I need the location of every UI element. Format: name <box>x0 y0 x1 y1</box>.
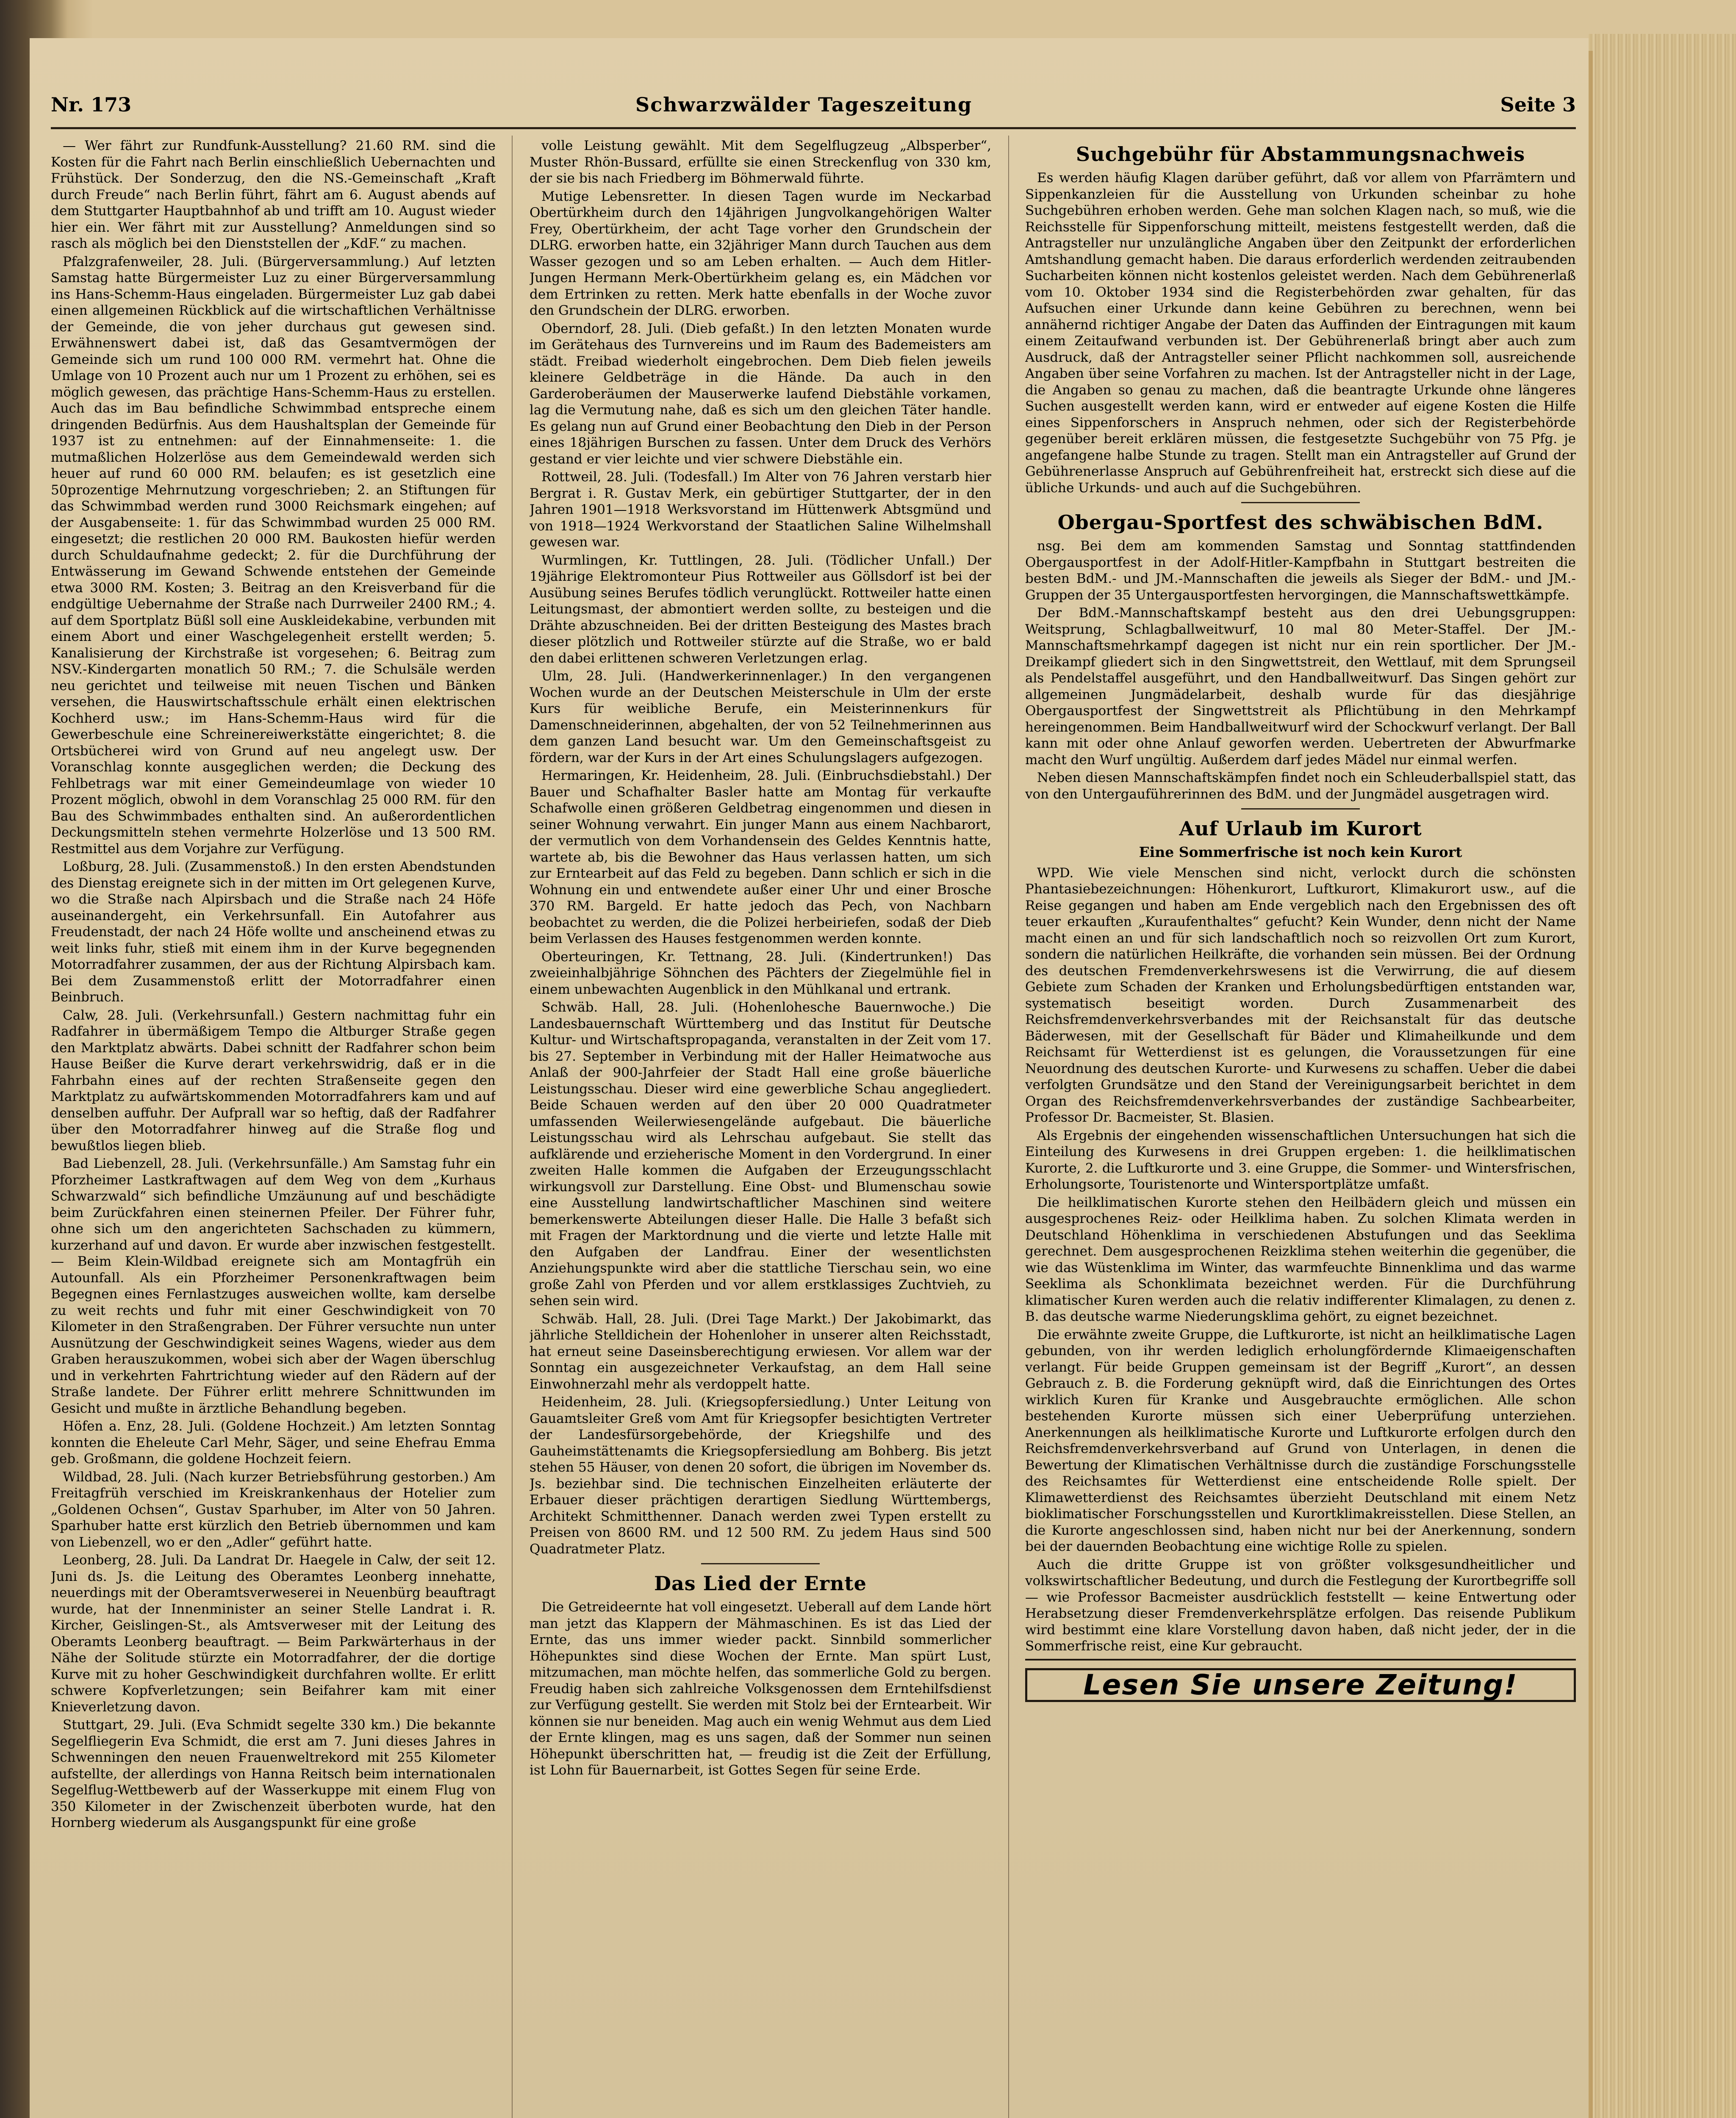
article-kurort-1: WPD. Wie viele Menschen sind nicht, verlockt durch die schönsten Phantasiebezeichnungen: Höhenkurort, Luftkurort, Klimakurort usw., auf die Reise gegangen und haben am Ende vergeblich nach den Ergebnissen des oft teuer erkauften „Kuraufenthaltes“ gefucht? Kein Wunder, denn nicht der Name macht einen an und für sich landschaftlich noch so reizvollen Ort zum Kurort, sondern die natürlichen Heilkräfte, die vorhanden sein müssen. Bei der Ordnung des deutschen Fremdenverkehrswesens ist die Verwirrung, die auf diesem Gebiete zum Schaden der Kranken und Erholungsbedürftigen entstanden war, systematisch beseitigt worden. Durch Zusammenarbeit des Reichsfremdenverkehrsverbandes mit der Reichsanstalt für das deutsche Bäderwesen, mit der Gesellschaft für Bäder und Klimaheilkunde und dem Reichsamt für Wetterdienst ist es gelungen, die Voraussetzungen für eine Neuordnung des deutschen Kurorte- und Kurwesens zu schaffen. Ueber die dabei verfolgten Grundsätze und den Stand der Vereinigungsarbeit berichtet in dem Organ des Reichsfremdenverkehrsverbandes der zuständige Sachbearbeiter, Professor Dr. Bacmeister, St. Blasien. <box>1025 865 1576 1125</box>
section-divider <box>1241 808 1360 809</box>
article-lossburg: Loßburg, 28. Juli. (Zusammenstoß.) In den ersten Abendstunden des Dienstag ereignete sich in der mitten im Ort gelegenen Kurve, wo die Straße nach Alpirsbach und die Straße nach 24 Höfe auseinandergeht, ein Verkehrsunfall. Ein Autofahrer aus Freudenstadt, der nach 24 Höfe wollte und anscheinend etwas zu weit links fuhr, stieß mit einem ihm in der Kurve begegnenden Motorradfahrer zusammen, der aus der Richtung Alpirsbach kam. Bei dem Zusammenstoß erlitt der Motorradfahrer einen Beinbruch. <box>51 859 496 1005</box>
article-stuttgart: Stuttgart, 29. Juli. (Eva Schmidt segelte 330 km.) Die bekannte Segelfliegerin Eva Schmidt, die erst am 7. Juni dieses Jahres in Schwenningen den neuen Frauenweltrekord mit 255 Kilometer aufstellte, der allerdings von Hanna Reitsch beim internationalen Segelflug-Wettbewerb auf der Wasserkuppe mit einem Flug von 350 Kilometer in der Zwischenzeit überboten wurde, hat den Hornberg wiederum als Ausgangspunkt für eine große <box>51 1717 496 1830</box>
advertisement-read-our-paper: Lesen Sie unsere Zeitung! <box>1025 1668 1576 1702</box>
column-2 <box>530 138 991 2118</box>
article-hoefen: Höfen a. Enz, 28. Juli. (Goldene Hochzeit.) Am letzten Sonntag konnten die Eheleute Carl Mehr, Säger, und seine Ehefrau Emma geb. Großmann, die goldene Hochzeit feiern. <box>51 1419 496 1467</box>
section-divider <box>1241 502 1360 503</box>
article-oberndorf: Oberndorf, 28. Juli. (Dieb gefaßt.) In den letzten Monaten wurde im Gerätehaus des Turnvereins und im Raum des Bademeisters am städt. Freibad wiederholt eingebrochen. Dem Dieb fielen jeweils kleinere Geldbeträge in die Hände. Da auch in den Garderoberäumen der Mauserwerke laufend Diebstähle vorkamen, lag die Vermutung nahe, daß es sich um den gleichen Täter handle. Es gelang nun auf Grund einer Beobachtung den Dieb in der Person eines 18jährigen Burschen zu fassen. Unter dem Druck des Verhörs gestand er vier leichte und vier schwere Diebstähle ein. <box>530 321 991 467</box>
article-ulm: Ulm, 28. Juli. (Handwerkerinnenlager.) In den vergangenen Wochen wurde an der Deutschen Meisterschule in Ulm der erste Kurs für weibliche Berufe, ein Meisterinnenkurs für Damenschneiderinnen, abgehalten, der von 52 Teilnehmerinnen aus dem ganzen Land besucht war. Um den Gemeinschaftsgeist zu fördern, war der Kurs in der Art eines Schulungslagers aufgezogen. <box>530 668 991 765</box>
article-schwaeb-hall-bauernwoche: Schwäb. Hall, 28. Juli. (Hohenlohesche Bauernwoche.) Die Landesbauernschaft Württemberg und das Institut für Deutsche Kultur- und Wirtschaftspropaganda, veranstalten in der Zeit vom 17. bis 27. September in Verbindung mit der Haller Heimatwoche aus Anlaß der 900-Jahrfeier der Stadt Hall eine große bäuerliche Leistungsschau. Dieser wird eine gewerbliche Schau angegliedert. Beide Schauen werden auf den über 20 000 Quadratmeter umfassenden Weilerwiesengelände aufgebaut. Die bäuerliche Leistungsschau wird als Lehrschau aufgebaut. Sie stellt das aufklärende und erzieherische Moment in den Vordergrund. In einer zweiten Halle kommen die Aufgaben der Erzeugungsschlacht wirkungsvoll zur Darstellung. Eine Obst- und Blumenschau sowie eine Ausstellung landwirtschaftlicher Maschinen sind weitere bemerkenswerte Abteilungen dieser Halle. Die Halle 3 befaßt sich mit Fragen der Marktordnung und die vierte und letzte Halle mit den Aufgaben der Landfrau. Einer der wesentlichsten Anziehungspunkte wird aber die stattliche Tierschau sein, wo eine große Zahl von Pferden und vor allem erstklassiges Zuchtvieh, zu sehen sein wird. <box>530 1000 991 1309</box>
article-rottweil: Rottweil, 28. Juli. (Todesfall.) Im Alter von 76 Jahren verstarb hier Bergrat i. R. Gustav Merk, ein gebürtiger Stuttgarter, der in den Jahren 1901—1918 Werksvorstand im Hüttenwerk Abtsgmünd und von 1918—1924 Werkvorstand der Staatlichen Saline Wilhelmshall gewesen war. <box>530 469 991 550</box>
article-lebensretter: Mutige Lebensretter. In diesen Tagen wurde im Neckarbad Obertürkheim durch den 14jährigen Jungvolkangehörigen Walter Frey, Obertürkheim, der acht Tage vorher den Grundschein der DLRG. erworben hatte, ein 32jähriger Mann durch Tauchen aus dem Wasser gezogen und so am Leben erhalten. — Auch dem Hitler-Jungen Hermann Merk-Obertürkheim gelang es, ein Mädchen vor dem Ertrinken zu retten. Merk hatte ebenfalls in der Woche zuvor den Grundschein der DLRG. erworben. <box>530 189 991 318</box>
article-sportfest-2: Der BdM.-Mannschaftskampf besteht aus den drei Uebungsgruppen: Weitsprung, Schlagballweitwurf, 10 mal 80 Meter-Staffel. Der JM.-Mannschaftsmehrkampf dagegen ist nicht nur ein rein sportlicher. Der JM.-Dreikampf gliedert sich in den Singwettstreit, den Wettlauf, mit dem Sprungseil als Pendelstaffel ausgeführt, und den Handballweitwurf. Das Singen gehört zur allgemeinen Jungmädelarbeit, deshalb wurde für das diesjährige Obergausportfest der Singwettstreit als Pflichtübung in den Mehrkampf hereingenommen. Beim Handballweitwurf wird der Schockwurf verlangt. Der Ball kann mit oder ohne Anlauf geworfen werden. Uebertreten der Abwurfmarke macht den Wurf ungültig. Außerdem darf jedes Mädel nur einmal werfen. <box>1025 605 1576 768</box>
article-wurmlingen: Wurmlingen, Kr. Tuttlingen, 28. Juli. (Tödlicher Unfall.) Der 19jährige Elektromonteur Pius Rottweiler aus Göllsdorf ist bei der Ausübung seines Berufes tödlich verunglückt. Rottweiler hatte einen Leitungsmast, der abmontiert werden sollte, zu besteigen und die Drähte abzuschneiden. Bei der dritten Besteigung des Mastes brach dieser plötzlich und Rottweiler stürzte auf die Straße, wo er bald den dabei erlittenen schweren Verletzungen erlag. <box>530 552 991 666</box>
ad-top-rule <box>1025 1659 1576 1661</box>
masthead-rule <box>51 127 1576 129</box>
article-heidenheim: Heidenheim, 28. Juli. (Kriegsopfersiedlung.) Unter Leitung von Gauamtsleiter Greß vom Amt für Kriegsopfer besichtigten Vertreter der Landesfürsorgebehörde, der Kriegshilfe und des Gauheimstättenamts die Kriegsopfersiedlung am Bohberg. Bis jetzt stehen 55 Häuser, von denen 20 sofort, die übrigen im November ds. Js. beziehbar sind. Die technischen Einzelheiten erläuterte der Erbauer dieser prächtigen derartigen Siedlung Württembergs, Architekt Schmitthenner. Danach werden zwei Typen erstellt zu Preisen von 8600 RM. und 12 500 RM. Zu jedem Haus sind 500 Quadratmeter Platz. <box>530 1394 991 1557</box>
article-rundfunk: — Wer fährt zur Rundfunk-Ausstellung? 21.60 RM. sind die Kosten für die Fahrt nach Berlin einschließlich Uebernachten und Frühstück. Der Sonderzug, den die NS.-Gemeinschaft „Kraft durch Freude“ nach Berlin führt, fährt am 6. August abends auf dem Stuttgarter Hauptbahnhof ab und trifft am 10. August wieder hier ein. Wer fährt mit zur Ausstellung? Anmeldungen sind so rasch als möglich bei den Dienststellen der „KdF.“ zu machen. <box>51 138 496 251</box>
article-hermaringen: Hermaringen, Kr. Heidenheim, 28. Juli. (Einbruchsdiebstahl.) Der Bauer und Schafhalter Basler hatte am Montag für verkaufte Schafwolle einen größeren Geldbetrag eingenommen und diesen in seiner Wohnung verwahrt. Ein junger Mann aus einem Nachbarort, der vermutlich von dem Vorhandensein des Geldes Kenntnis hatte, wartete ab, bis die Bewohner das Haus verlassen hatten, um sich zur Erntearbeit auf das Feld zu begeben. Dann schlich er sich in die Wohnung ein und entwendete außer einer Uhr und einer Brosche 370 RM. Bargeld. Er hatte jedoch das Pech, von Nachbarn beobachtet zu werden, die die Polizei herbeiriefen, sodaß der Dieb beim Verlassen des Hauses festgenommen werden konnte. <box>530 768 991 946</box>
column-rule-1 <box>512 136 513 2118</box>
article-wildbad: Wildbad, 28. Juli. (Nach kurzer Betriebsführung gestorben.) Am Freitagfrüh verschied im Kreiskrankenhaus der Hotelier zum „Goldenen Ochsen“, Gustav Sparhuber, im Alter von 50 Jahren. Sparhuber hatte erst kürzlich den Betrieb übernommen und kam von Liebenzell, wo er den „Adler“ geführt hatte. <box>51 1469 496 1550</box>
heading-urlaub-kurort: Auf Urlaub im Kurort <box>1179 817 1422 840</box>
heading-lied-der-ernte: Das Lied der Ernte <box>654 1572 867 1595</box>
article-lied-der-ernte: Die Getreideernte hat voll eingesetzt. Ueberall auf dem Lande hört man jetzt das Klappern der Mähmaschinen. Es ist das Lied der Ernte, das uns immer wieder packt. Sinnbild sommerlicher Höhepunktes sind diese Wochen der Ernte. Man spürt Lust, mitzumachen, man möchte helfen, das sommerliche Gold zu bergen. Freudig haben sich zahlreiche Volksgenossen dem Erntehilfsdienst zur Verfügung gestellt. Sie werden mit Stolz bei der Erntearbeit. Wir können sie nur beneiden. Mag auch ein wenig Wehmut aus dem Lied der Ernte klingen, mag es uns sagen, daß der Sommer nun seinen Höhepunkt überschritten hat, — freudig ist die Zeit der Erfüllung, ist Lohn für Bauernarbeit, ist Gottes Segen für seine Erde. <box>530 1600 991 1778</box>
article-bad-liebenzell: Bad Liebenzell, 28. Juli. (Verkehrsunfälle.) Am Samstag fuhr ein Pforzheimer Lastkraftwagen auf dem Weg von dem „Kurhaus Schwarzwald“ sich befindliche Umzäunung auf und beschädigte beim Zurückfahren einen steinernen Pfeiler. Der Führer fuhr, ohne sich um den angerichteten Sachschaden zu kümmern, kurzerhand auf und davon. Er wurde aber inzwischen festgestellt. — Beim Klein-Wildbad ereignete sich am Montagfrüh ein Autounfall. Als ein Pforzheimer Personenkraftwagen beim Begegnen eines Fernlastzuges ausweichen wollte, kam derselbe zu weit rechts und fuhr mit einer Geschwindigkeit von 70 Kilometer in den Straßengraben. Der Führer versuchte nun unter Ausnützung der Geschwindigkeit seines Wagens, wieder aus dem Graben herauszukommen, wobei sich aber der Wagen überschlug und in verkehrten Fahrtrichtung wieder auf den Rädern auf der Straße landete. Der Führer erlitt mehrere Schnittwunden im Gesicht und mußte in ärztliche Behandlung begeben. <box>51 1156 496 1416</box>
article-kurort-4: Die erwähnte zweite Gruppe, die Luftkurorte, ist nicht an heilklimatische Lagen gebunden, von ihr werden lediglich erholungfördernde Klimaeigenschaften verlangt. Für beide Gruppen gemeinsam ist der Begriff „Kurort“, an dessen Gebrauch z. B. die Forderung geknüpft wird, daß die Einrichtungen des Ortes wirklich Kuren für Kranke und Ausgebrauchte ermöglichen. Alle schon bestehenden Kurorte müssen sich einer Ueberprüfung unterziehen. Anerkennungen als heilklimatische Kurorte und Luftkurorte erfolgen durch den Reichsfremdenverkehrsverband auf Grund von Unterlagen, in denen die Bewertung der Klimatischen Verhältnisse durch die zuständige Forschungsstelle des Reichsamtes für Wetterdienst eine entscheidende Rolle spielt. Der Klimawetterdienst des Reichsamtes überzieht Deutschland mit einem Netz bioklimatischer Forschungsstellen und Kurortklimakreisstellen. Diese Stellen, an die Kurorte angeschlossen sind, haben nicht nur bei der Anerkennung, sondern bei der dauernden Beobachtung eine wichtige Rolle zu spielen. <box>1025 1327 1576 1554</box>
heading-obergau-sportfest: Obergau-Sportfest des schwäbischen BdM. <box>1057 511 1544 534</box>
subheading-sommerfrische: Eine Sommerfrische ist noch kein Kurort <box>1139 844 1462 860</box>
section-divider <box>701 1563 820 1564</box>
article-calw: Calw, 28. Juli. (Verkehrsunfall.) Gestern nachmittag fuhr ein Radfahrer in übermäßigem Tempo die Altburger Straße gegen den Marktplatz abwärts. Dabei schnitt der Radfahrer schon beim Hause Beißer die Kurve derart verkehrswidrig, daß er in die Fahrbahn eines auf der rechten Straßenseite gegen den Marktplatz zu aufwärtskommenden Motorradfahrers kam und auf denselben auffuhr. Der Aufprall war so heftig, daß der Radfahrer über den Motorradfahrer hinweg auf die Straße flog und bewußtlos liegen blieb. <box>51 1007 496 1153</box>
article-schwaeb-hall-markt: Schwäb. Hall, 28. Juli. (Drei Tage Markt.) Der Jakobimarkt, das jährliche Stelldichein der Hohenloher in unserer alten Reichsstadt, hat erneut seine Daseinsberechtigung erwiesen. Vor allem war der Sonntag ein ausgezeichneter Verkaufstag, an dem Hall seine Einwohnerzahl mehr als verdoppelt hatte. <box>530 1311 991 1392</box>
column-1 <box>51 138 496 2118</box>
newspaper-title: Schwarzwälder Tageszeitung <box>635 93 973 116</box>
column-rule-2 <box>1008 136 1009 2118</box>
issue-number: Nr. 173 <box>51 93 132 116</box>
article-pfalzgrafenweiler: Pfalzgrafenweiler, 28. Juli. (Bürgerversammlung.) Auf letzten Samstag hatte Bürgermeister Luz zu einer Bürgerversammlung ins Hans-Schemm-Haus eingeladen. Bürgermeister Luz gab dabei einen allgemeinen Rückblick auf die wirtschaftlichen Verhältnisse der Gemeinde, die von jeher durchaus gut gewesen sind. Erwähnenswert dabei ist, daß das Gesamtvermögen der Gemeinde sich um rund 100 000 RM. vermehrt hat. Ohne die Umlage von 10 Prozent auch nur um 1 Prozent zu erhöhen, sei es möglich gewesen, das prächtige Hans-Schemm-Haus zu erstellen. Auch das im Bau befindliche Schwimmbad entspreche einem dringenden Bedürfnis. Aus dem Haushaltsplan der Gemeinde für 1937 ist zu entnehmen: auf der Einnahmenseite: 1. die mutmaßlichen Holzerlöse aus dem Gemeindewald werden sich heuer auf rund 60 000 RM. belaufen; es ist gesetzlich eine 50prozentige Mehrnutzung vorgeschrieben; 2. an Stiftungen für das Schwimmbad werden rund 3000 Reichsmark eingehen; auf der Ausgabenseite: 1. für das Schwimmbad wurden 25 000 RM. eingesetzt; die restlichen 20 000 RM. Baukosten hiefür werden durch Schuldaufnahme gedeckt; 2. für die Durchführung der Entwässerung im Gewand Schwende entstehen der Gemeinde etwa 3000 RM. Kosten; 3. Beitrag an den Kreisverband für die endgültige Uebernahme der Straße nach Durrweiler 2400 RM.; 4. auf dem Sportplatz Büßl soll eine Auskleidekabine, verbunden mit einem Abort und einer Waschgelegenheit erstellt werden; 5. Kanalisierung der Kirchstraße ist vorgesehen; 6. Beitrag zum NSV.-Kindergarten monatlich 50 RM.; 7. die Schulsäle werden neu gerichtet und teilweise mit neuen Tischen und Bänken versehen, die Hauswirtschaftsschule erhält einen elektrischen Kochherd usw.; im Hans-Schemm-Haus wird für die Gewerbeschule eine Schreinereiwerkstätte eingerichtet; 8. die Ortsbücherei wird von Grund auf neu angelegt usw. Der Voranschlag konnte ausgeglichen werden; die Deckung des Fehlbetrags war mit einer Gemeindeumlage von wieder 10 Prozent möglich, obwohl in dem Voranschlag 25 000 RM. für den Bau des Schwimmbades enthalten sind. An außerordentlichen Deckungsmitteln stehen vermehrte Holzerlöse und 13 500 RM. Restmittel aus dem Vorjahre zur Verfügung. <box>51 254 496 857</box>
article-kurort-2: Als Ergebnis der eingehenden wissenschaftlichen Untersuchungen hat sich die Einteilung des Kurwesens in drei Gruppen ergeben: 1. die heilklimatischen Kurorte, 2. die Luftkurorte und 3. eine Gruppe, die Sommer- und Wintersfrischen, Erholungsorte, Touristenorte und Wintersportplätze umfaßt. <box>1025 1128 1576 1192</box>
heading-suchgebuehr: Suchgebühr für Abstammungsnachweis <box>1076 143 1525 166</box>
article-kurort-3: Die heilklimatischen Kurorte stehen den Heilbädern gleich und müssen ein ausgesprochenes Reiz- oder Heilklima haben. Zu solchen Klimata werden in Deutschland Höhenklima in verschiedenen Abstufungen und das Seeklima gerechnet. Dem ausgesprochenen Reizklima stehen weiterhin die gegenüber, die wie das Wüstenklima im Winter, das warmfeuchte Binnenklima und das warme Seeklima als Schonklimata bezeichnet werden. Für die Durchführung klimatischer Kuren werden auch die relativ indifferenter Klimalagen, zu denen z. B. das deutsche warme Niederungsklima gehört, zu eignet bezeichnet. <box>1025 1195 1576 1324</box>
article-oberteuringen: Oberteuringen, Kr. Tettnang, 28. Juli. (Kindertrunken!) Das zweieinhalbjährige Söhnchen des Pächters der Ziegelmühle fiel in einem unbewachten Augenblick in den Mühlkanal und ertrank. <box>530 949 991 997</box>
article-suchgebuehr: Es werden häufig Klagen darüber geführt, daß vor allem von Pfarrämtern und Sippenkanzleien für die Ausstellung von Urkunden scheinbar zu hohe Suchgebühren erhoben werden. Gehe man solchen Klagen nach, so muß, wie die Reichsstelle für Sippenforschung mitteilt, meistens festgestellt werden, daß die Antragsteller nur unzulängliche Angaben über den Zeitpunkt der erforderlichen Amtshandlung gemacht haben. Die daraus erforderlich werdenden zeitraubenden Sucharbeiten können nicht kostenlos geleistet werden. Nach dem Gebührenerlaß vom 10. Oktober 1934 sind die Registerbehörden zwar gehalten, für das Aufsuchen einer Urkunde dann keine Gebühren zu berechnen, wenn bei annähernd richtiger Angabe der Daten das Auffinden der Eintragungen mit kaum einem Zeitaufwand verbunden ist. Der Gebührenerlaß bringt aber auch zum Ausdruck, daß der Antragsteller seiner Pflicht nachkommen soll, ausreichende Angaben über seine Vorfahren zu machen. Ist der Antragsteller nicht in der Lage, die Angaben so genau zu machen, daß die beantragte Urkunde ohne längeres Suchen ausgestellt werden kann, wird er entweder auf eigene Kosten die Hilfe eines Sippenforschers in Anspruch nehmen, oder sich der Registerbehörde gegenüber bereit erklären müssen, die festgesetzte Suchgebühr von 75 Pfg. je angefangene halbe Stunde zu tragen. Stellt man ein Antragsteller auf Grund der Gebührenerlasse Anspruch auf Gebührenfreiheit hat, erstreckt sich diese auf die übliche Urkunds- und auch auf die Suchgebühren. <box>1025 170 1576 496</box>
column-3 <box>1025 138 1576 2118</box>
article-kurort-5: Auch die dritte Gruppe ist von größter volksgesundheitlicher und volkswirtschaftlicher Bedeutung, und durch die Festlegung der Kurortbegriffe soll — wie Professor Bacmeister ausdrücklich feststellt — keine Entwertung oder Herabsetzung dieser Fremdenverkehrsplätze erfolgen. Das reisende Publikum wird bestimmt eine klare Vorstellung davon haben, daß nicht jeder, der in die Sommerfrische reist, eine Kur gebraucht. <box>1025 1557 1576 1654</box>
article-leonberg: Leonberg, 28. Juli. Da Landrat Dr. Haegele in Calw, der seit 12. Juni ds. Js. die Leitung des Oberamtes Leonberg innehatte, neuerdings mit der Oberamtsverweserei in Neuenbürg beauftragt wurde, hat der Innenminister an seiner Stelle Landrat i. R. Kircher, Geislingen-St., als Amtsverweser mit der Leitung des Oberamts Leonberg beauftragt. — Beim Parkwärterhaus in der Nähe der Solitude stürzte ein Motorradfahrer, der die dortige Kurve mit zu hoher Geschwindigkeit durchfahren wollte. Er erlitt schwere Kopfverletzungen; sein Beifahrer kam mit einer Knieverletzung davon. <box>51 1552 496 1715</box>
page-number: Seite 3 <box>1500 93 1576 116</box>
article-sportfest-3: Neben diesen Mannschaftskämpfen findet noch ein Schleuderballspiel statt, das von den Untergauführerinnen des BdM. und der Jungmädel ausgetragen wird. <box>1025 770 1576 802</box>
article-sportfest-1: nsg. Bei dem am kommenden Samstag und Sonntag stattfindenden Obergausportfest in der Adolf-Hitler-Kampfbahn in Stuttgart bestreiten die besten BdM.- und JM.-Mannschaften die jeweils als Sieger der BdM.- und JM.-Gruppen der 35 Untergausportfesten hervorgingen, die Mannschaftswettkämpfe. <box>1025 538 1576 603</box>
article-segelflug-cont: volle Leistung gewählt. Mit dem Segelflugzeug „Albsperber“, Muster Rhön-Bussard, erfüllte sie einen Streckenflug von 330 km, der sie bis nach Friedberg im Böhmerwald führte. <box>530 138 991 186</box>
masthead <box>51 89 1576 123</box>
book-binding <box>1589 34 1736 2118</box>
